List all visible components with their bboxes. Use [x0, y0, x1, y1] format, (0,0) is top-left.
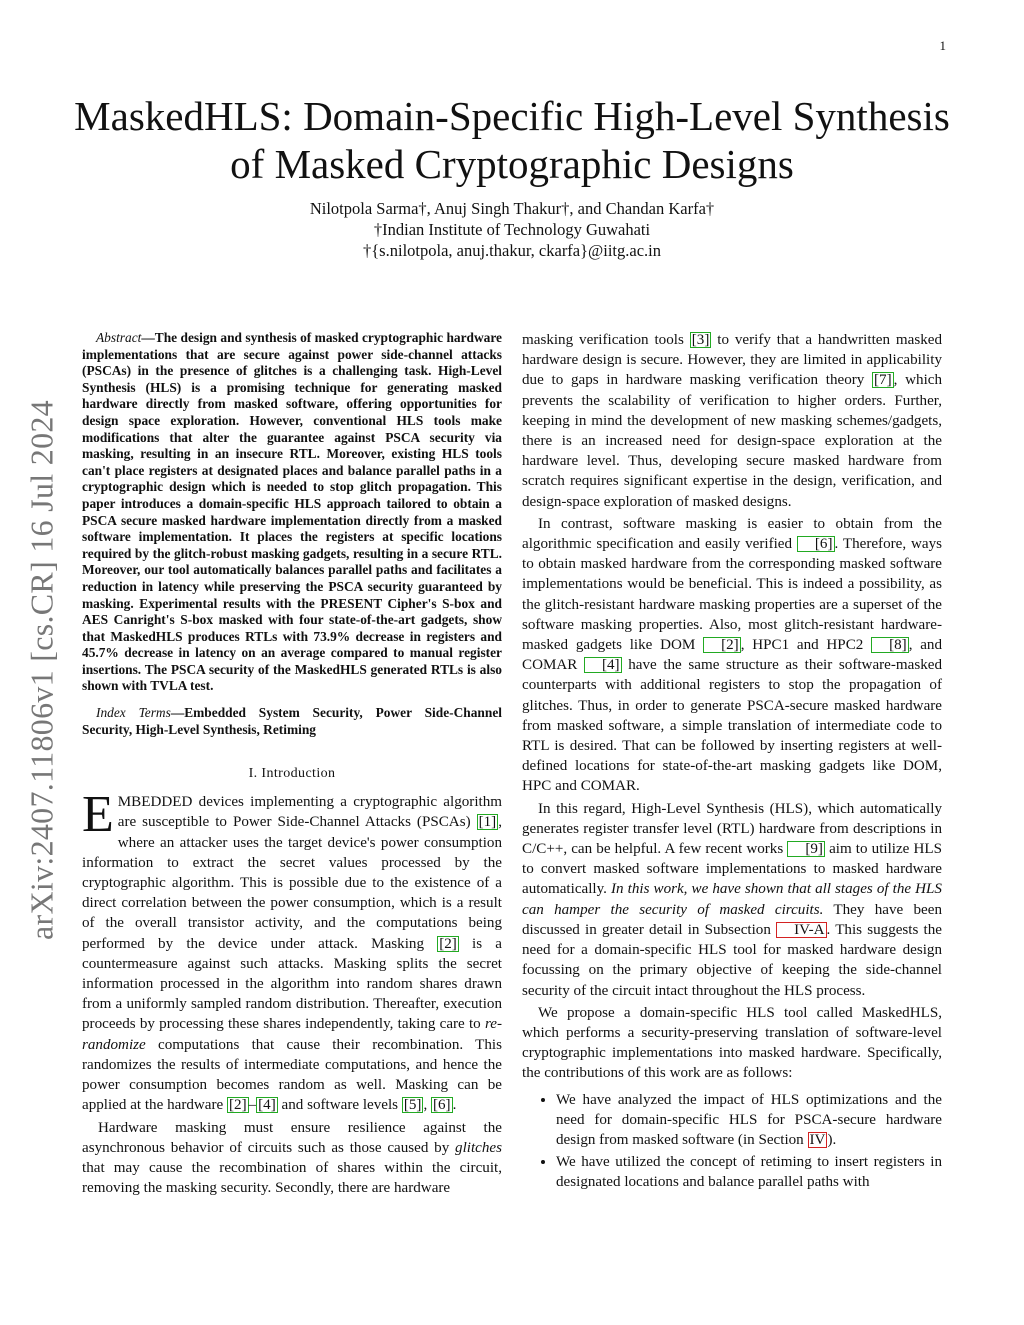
text-run: , and COMAR: [522, 637, 943, 674]
page-number: 1: [939, 38, 946, 53]
abstract-paragraph: [82, 330, 502, 695]
citation-link[interactable]: [2]: [703, 637, 741, 653]
emphasis-text: glitches: [455, 1139, 502, 1156]
text-run: computations that cause their recombination. This randomizes the results of intermediate computations, and hence the power consumption becomes random as well. Masking can be applied at the hardware: [82, 1036, 502, 1114]
text-run: aim to utilize HLS to convert masked software implementations to masked hardware automatically.: [522, 841, 942, 898]
citation-link[interactable]: [2]: [439, 935, 457, 952]
author-block: [60, 198, 964, 261]
right-paragraph-3: [522, 799, 942, 1001]
text-run: have the same structure as their software-masked counterparts with additional registers to stop the propagation of glitches. Thus, in order to generate PSCA-secure masked hardware from masked software, a simple translation of intermediate code to RTL is desired. That can be followed by inserting registers at well-defined locations for state-of-the-art masking gadgets like DOM, HPC and COMAR.: [522, 657, 942, 795]
abstract: [82, 330, 502, 738]
citation-link[interactable]: [4]: [258, 1097, 276, 1114]
text-run: ).: [827, 1131, 837, 1148]
index-terms-label: Index Terms: [96, 705, 171, 721]
contribution-list: [522, 1090, 942, 1193]
section-heading-introduction: I. Introduction: [248, 766, 336, 782]
citation-link[interactable]: [9]: [787, 841, 825, 857]
text-run: to verify that a handwritten masked hardware design is secure. However, they are limited in applicability due to gaps in hardware masking verification theory: [522, 332, 943, 389]
text-run: , which prevents the scalability of verification to higher orders. Further, keeping in mind the development of new masking schemes/gadgets, there is an increased need for design-space exploration at the hardware level. Thus, developing secure masked hardware from scratch requires significant expertise in the design, verification, and design-space exploration of masked designs.: [522, 372, 943, 510]
arxiv-identifier: [22, 370, 62, 970]
text-run: and software levels: [277, 1097, 402, 1114]
list-item: • We have utilized the concept of retiming to insert registers in designated locations and balance parallel paths with: [556, 1152, 942, 1192]
introduction-body: [82, 786, 502, 1198]
index-terms-text: —Embedded System Security, Power Side-Channel Security, High-Level Synthesis, Retiming: [82, 705, 502, 737]
emphasis-text: re-randomize: [82, 1016, 502, 1053]
text-run: that may cause the recombination of shares within the circuit, removing the masking security. Secondly, there are hardware: [82, 1159, 502, 1197]
text-run: Hardware masking must ensure resilience against the asynchronous behavior of circuits such as those caused by: [82, 1119, 502, 1156]
text-run: .: [452, 1097, 457, 1114]
text-run: –: [248, 1097, 257, 1114]
list-item: [556, 1090, 942, 1151]
right-paragraph-1: [522, 330, 942, 512]
text-run: , where an attacker uses the target device's power consumption information to extract the secret values processed by the cryptographic algorithm. This is possible due to the existence of a direct correlation between the power consumption, which is a result of the overall transistor activity, and the computations being performed by the device under attack. Masking: [82, 814, 502, 952]
citation-link[interactable]: [6]: [797, 536, 835, 552]
title-line-1: MaskedHLS: Domain-Specific High-Level Synthesis: [74, 93, 950, 139]
citation-link[interactable]: [4]: [584, 657, 622, 673]
text-run: MBEDDED devices implementing a cryptographic algorithm are susceptible to Power Side-Channel Attacks (PSCAs): [117, 794, 502, 831]
citation-link[interactable]: [7]: [874, 372, 892, 389]
text-run: We have analyzed the impact of HLS optimizations and the need for domain-specific HLS for PSCA-secure hardware design from masked software (in Section: [556, 1091, 942, 1148]
intro-paragraph-1: [82, 786, 502, 1115]
arxiv-id-text: arXiv:2407.11806v1 [cs.CR] 16 Jul 2024: [23, 400, 60, 940]
text-run: In this regard, High-Level Synthesis (HLS), which automatically generates register transfer level (RTL) hardware from descriptions in C/C++, can be helpful. A few recent works: [522, 800, 942, 858]
emphasis-text: In this work, we have shown that all stages of the HLS can hamper the security of masked circuits.: [522, 881, 942, 918]
citation-link[interactable]: [6]: [432, 1097, 451, 1114]
section-reference-link[interactable]: IV-A: [776, 922, 826, 938]
right-column: [522, 330, 942, 1195]
abstract-label: Abstract: [96, 330, 142, 345]
intro-paragraph-2: [82, 1118, 502, 1199]
citation-link[interactable]: [2]: [229, 1097, 247, 1114]
citation-link[interactable]: [1]: [478, 814, 497, 831]
left-column: [82, 330, 502, 1200]
text-run: is a countermeasure against such attacks. Masking splits the secret information processed in the algorithm into random shares drawn from a uniformly sampled random distribution. Thereafter, execution proceeds by processing these shares independently, taking care to: [82, 935, 502, 1033]
author-emails: †{s.nilotpola, anuj.thakur, ckarfa}@iitg.ac.in: [363, 241, 661, 260]
right-paragraph-4: We propose a domain-specific HLS tool called MaskedHLS, which performs a security-preserving translation of software-level cryptographic implementations into masked hardware. Specifically, the contributions of this work are as follows:: [522, 1004, 942, 1082]
text-run: . Therefore, ways to obtain masked hardware from the corresponding masked software implementations would be beneficial. This is indeed a possibility, as the glitch-resistant hardware masking properties are a superset of the software masking properties. Also, most glitch-resistant hardware-masked gadgets like DOM: [522, 536, 942, 654]
author-affiliation: †Indian Institute of Technology Guwahati: [373, 220, 651, 239]
drop-cap: E: [82, 786, 114, 844]
title-line-2: of Masked Cryptographic Designs: [230, 141, 794, 187]
text-run: In contrast, software masking is easier to obtain from the algorithmic specification and easily verified: [522, 515, 942, 553]
author-names: Nilotpola Sarma†, Anuj Singh Thakur†, and Chandan Karfa†: [309, 199, 715, 218]
citation-link[interactable]: [3]: [691, 332, 710, 348]
index-terms: [82, 705, 502, 738]
citation-link[interactable]: [5]: [403, 1097, 422, 1114]
text-run: . This suggests the need for a domain-specific HLS tool for masked hardware design focussing on the primary objective of keeping the side-channel security of the circuit intact throughout the HLS process.: [522, 921, 942, 999]
text-run: , HPC1 and HPC2: [740, 637, 872, 654]
citation-link[interactable]: [8]: [871, 637, 909, 653]
paper-title: [60, 92, 964, 188]
text-run: They have been discussed in greater detail in Subsection: [522, 901, 942, 938]
text-run: masking verification tools: [522, 332, 690, 348]
text-run: ,: [423, 1097, 431, 1114]
abstract-text: —The design and synthesis of masked cryptographic hardware implementations that are secure against power side-channel attacks (PSCAs) in the presence of glitches is a challenging task. High-Level Synthesis (HLS) is a promising technique for generating masked hardware directly from masked software, offering opportunities for design space exploration. However, conventional HLS tools make modifications that alter the guarantee against PSCA security via masking, resulting in an insecure RTL. Moreover, existing HLS tools can't place registers at designated places and balance parallel paths in a cryptographic design which is needed to stop glitch propagation. This paper introduces a domain-specific HLS approach tailored to obtain a PSCA secure masked hardware implementation directly from a masked software implementation. It places the registers at specific locations required by the glitch-robust masking gadgets, resulting in a secure RTL. Moreover, our tool automatically balances parallel paths and facilitates a reduction in latency while preserving the PSCA security guaranteed by masking. Experimental results with the PRESENT Cipher's S-box and AES Canright's S-box masked with four state-of-the-art gadgets, show that MaskedHLS produces RTLs with 73.9% decrease in registers and 45.7% decrease in latency on an average compared to manual register insertions. The PSCA security of the MaskedHLS generated RTLs is also shown with TVLA test.: [82, 330, 502, 694]
right-paragraph-2: [522, 514, 942, 797]
section-reference-link[interactable]: IV: [809, 1131, 826, 1148]
